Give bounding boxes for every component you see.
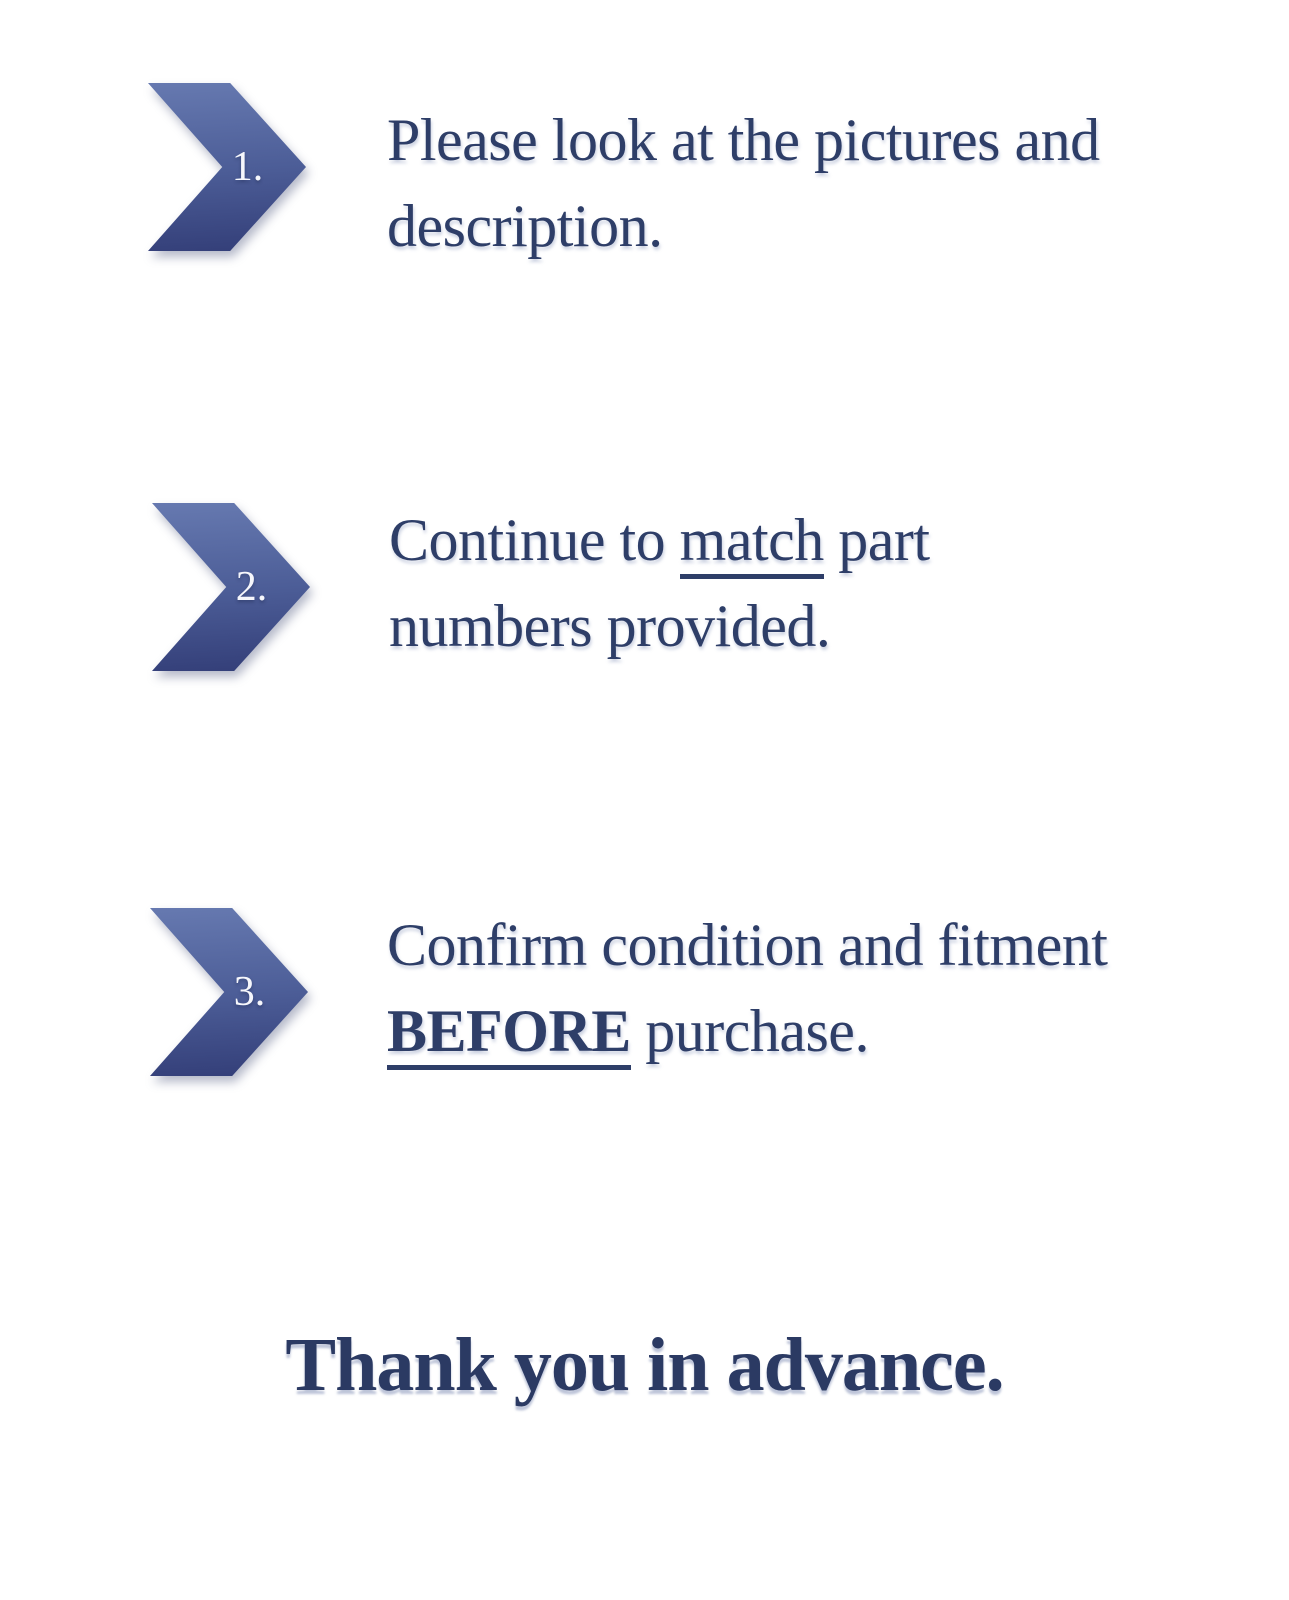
chevron-arrow-icon [148,83,306,251]
step-2-line-1-post: part [823,507,930,573]
step-3-line-1-text: Confirm condition and fitment [387,912,1108,978]
step-1-line-2-text: description. [387,193,663,259]
step-2-number: 2. [235,564,268,610]
chevron-arrow-icon [152,503,310,671]
step-1-line-1 [387,97,1100,183]
step-3-line-1 [387,902,1107,988]
step-3-underlined-word: BEFORE [387,998,631,1070]
step-2-line-2 [389,583,930,669]
step-3-number: 3. [233,969,266,1015]
step-2-line-1 [389,497,930,583]
step-3-text [387,902,1107,1074]
step-2-text [389,497,930,669]
step-1-line-2 [387,183,1100,269]
thank-you-message: Thank you in advance. [285,1323,1004,1407]
step-2-line-2-text: numbers provided. [389,593,831,659]
step-2-line-1-pre: Continue to [389,507,680,573]
step-2-underlined-word: match [680,507,824,579]
step-3-chevron [150,908,308,1076]
step-1-chevron [148,83,306,251]
step-2-chevron [152,503,310,671]
step-1-number: 1. [231,144,264,190]
step-1-text [387,97,1100,269]
chevron-arrow-icon [150,908,308,1076]
step-1-line-1-text: Please look at the pictures and [387,107,1100,173]
step-3-line-2 [387,988,1107,1074]
step-3-line-2-post: purchase. [630,998,869,1064]
